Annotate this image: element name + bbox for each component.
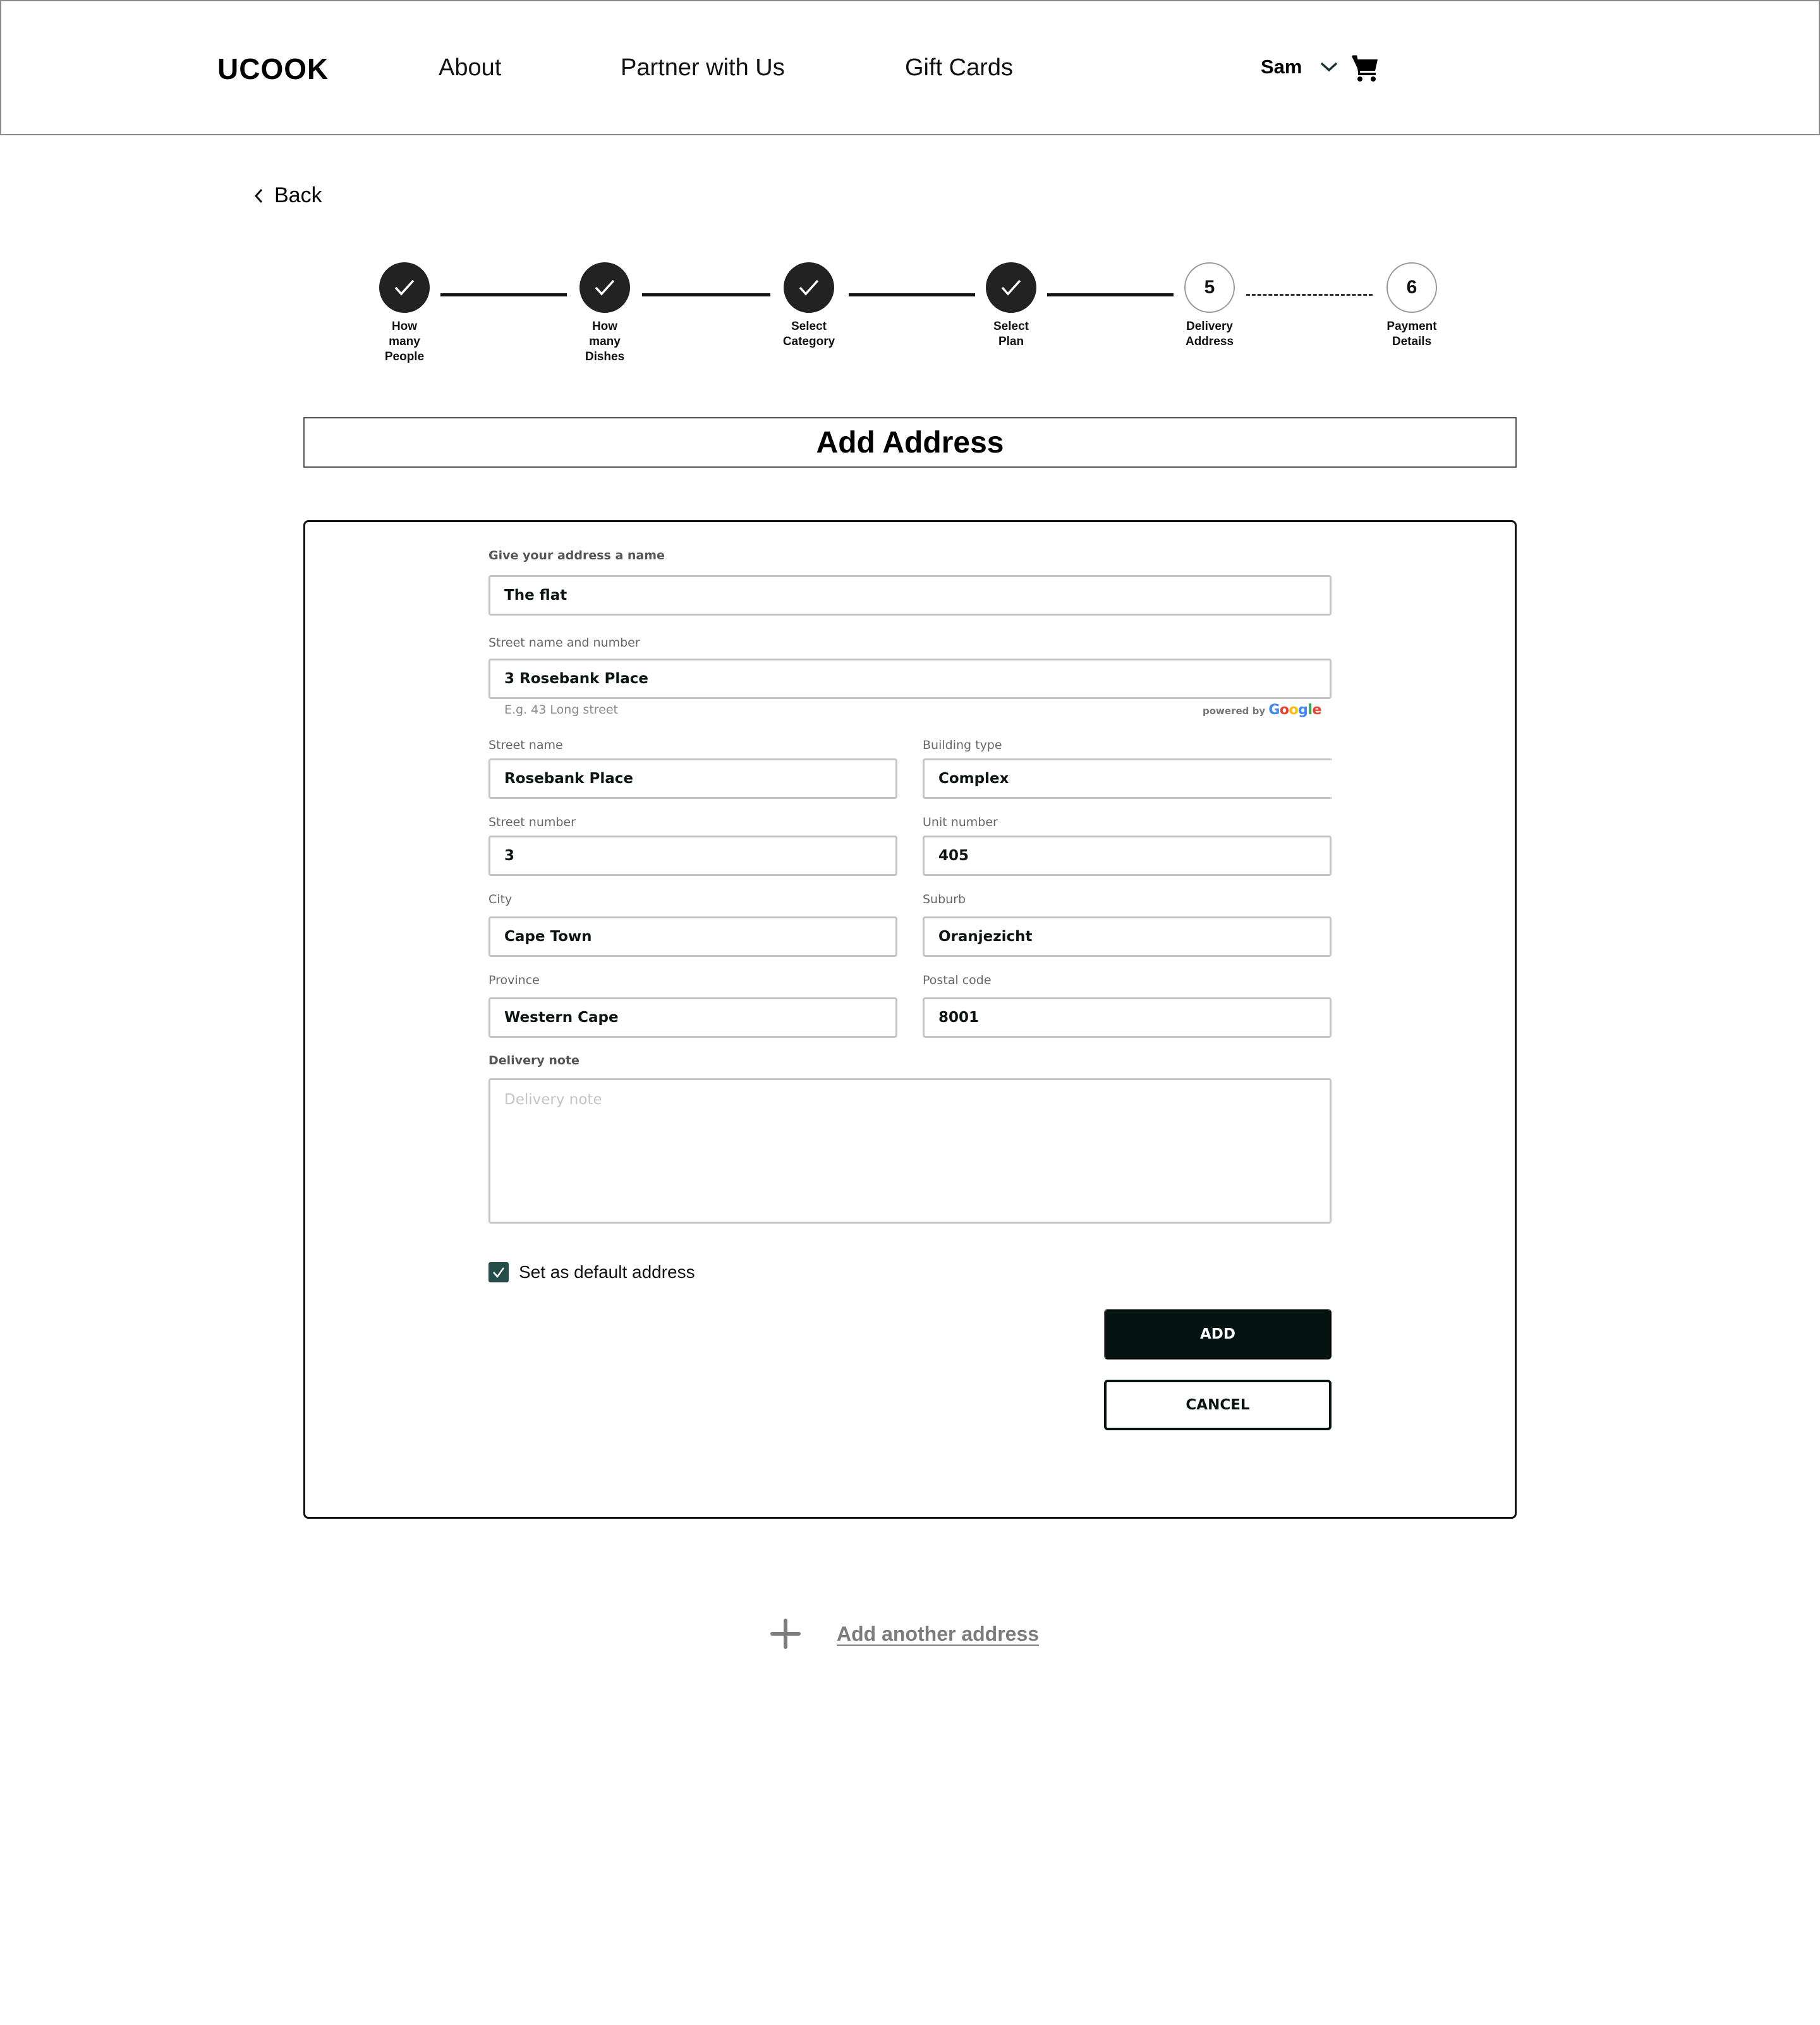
step-delivery-address (1159, 262, 1260, 350)
add-button[interactable]: ADD (1104, 1309, 1332, 1359)
postal-code-label: Postal code (923, 973, 992, 987)
default-address-checkbox[interactable] (488, 1262, 509, 1282)
address-name-label: Give your address a name (488, 549, 665, 562)
unit-number-label: Unit number (923, 815, 998, 829)
logo[interactable]: UCOOK (217, 52, 329, 85)
chevron-left-icon (253, 187, 264, 205)
nav-gift-cards[interactable]: Gift Cards (905, 54, 1014, 81)
building-type-label: Building type (923, 738, 1002, 752)
page-title: Add Address (816, 425, 1004, 459)
building-type-select[interactable]: Complex (923, 758, 1332, 799)
chevron-down-icon (1320, 61, 1338, 73)
suburb-input[interactable]: Oranjezicht (923, 916, 1332, 957)
add-another-address-link[interactable] (770, 1618, 1039, 1650)
step-label: Select Category (782, 320, 835, 348)
street-name-input[interactable]: Rosebank Place (488, 758, 897, 799)
step-connector (642, 293, 770, 296)
site-header (0, 0, 1820, 135)
step-label: How many Dishes (585, 320, 625, 363)
check-icon (593, 278, 616, 297)
city-input[interactable]: Cape Town (488, 916, 897, 957)
check-icon (1000, 278, 1022, 297)
back-button[interactable] (253, 183, 322, 208)
step-label: Payment Details (1386, 320, 1437, 348)
street-number-input[interactable]: 3 (488, 836, 897, 876)
step-connector-dashed (1246, 294, 1373, 296)
street-search-hint: E.g. 43 Long street (504, 703, 618, 717)
street-name-label: Street name (488, 738, 563, 752)
step-payment-details (1361, 262, 1462, 350)
plus-icon (770, 1618, 801, 1650)
cancel-button[interactable]: CANCEL (1104, 1380, 1332, 1430)
user-menu[interactable] (1261, 56, 1338, 78)
province-input[interactable]: Western Cape (488, 997, 897, 1038)
step-select-category[interactable] (758, 262, 859, 350)
step-connector (440, 293, 567, 296)
step-complete-circle (784, 262, 834, 313)
unit-number-input[interactable]: 405 (923, 836, 1332, 876)
step-how-many-dishes[interactable] (554, 262, 655, 365)
street-search-input[interactable]: 3 Rosebank Place (488, 659, 1332, 699)
step-connector (1047, 293, 1174, 296)
step-complete-circle (379, 262, 430, 313)
step-number-circle: 6 (1386, 262, 1437, 313)
province-label: Province (488, 973, 540, 987)
postal-code-input[interactable]: 8001 (923, 997, 1332, 1038)
check-icon (798, 278, 820, 297)
nav-about[interactable]: About (439, 54, 502, 81)
add-another-address-label: Add another address (837, 1622, 1040, 1645)
step-complete-circle (579, 262, 630, 313)
suburb-label: Suburb (923, 892, 966, 906)
nav-partner-with-us[interactable]: Partner with Us (621, 54, 785, 81)
back-label: Back (274, 183, 322, 207)
default-address-checkbox-row[interactable] (488, 1262, 695, 1282)
step-connector (849, 293, 975, 296)
delivery-note-label: Delivery note (488, 1054, 579, 1067)
user-name: Sam (1261, 56, 1302, 78)
street-number-label: Street number (488, 815, 576, 829)
default-address-label: Set as default address (519, 1262, 695, 1282)
check-icon (393, 278, 416, 297)
cart-icon[interactable] (1351, 54, 1379, 82)
check-icon (492, 1266, 506, 1279)
step-select-plan[interactable] (961, 262, 1062, 350)
step-how-many-people[interactable] (354, 262, 455, 365)
step-complete-circle (986, 262, 1036, 313)
city-label: City (488, 892, 513, 906)
page-title-box (303, 417, 1517, 468)
step-number-circle: 5 (1184, 262, 1235, 313)
street-search-label: Street name and number (488, 636, 640, 650)
delivery-note-textarea[interactable]: Delivery note (488, 1078, 1332, 1224)
step-label: Select Plan (993, 320, 1029, 348)
powered-by-google: powered by Google (1203, 702, 1321, 718)
step-label: How many People (384, 320, 425, 363)
step-label: Delivery Address (1185, 320, 1234, 348)
address-name-input[interactable]: The flat (488, 575, 1332, 616)
